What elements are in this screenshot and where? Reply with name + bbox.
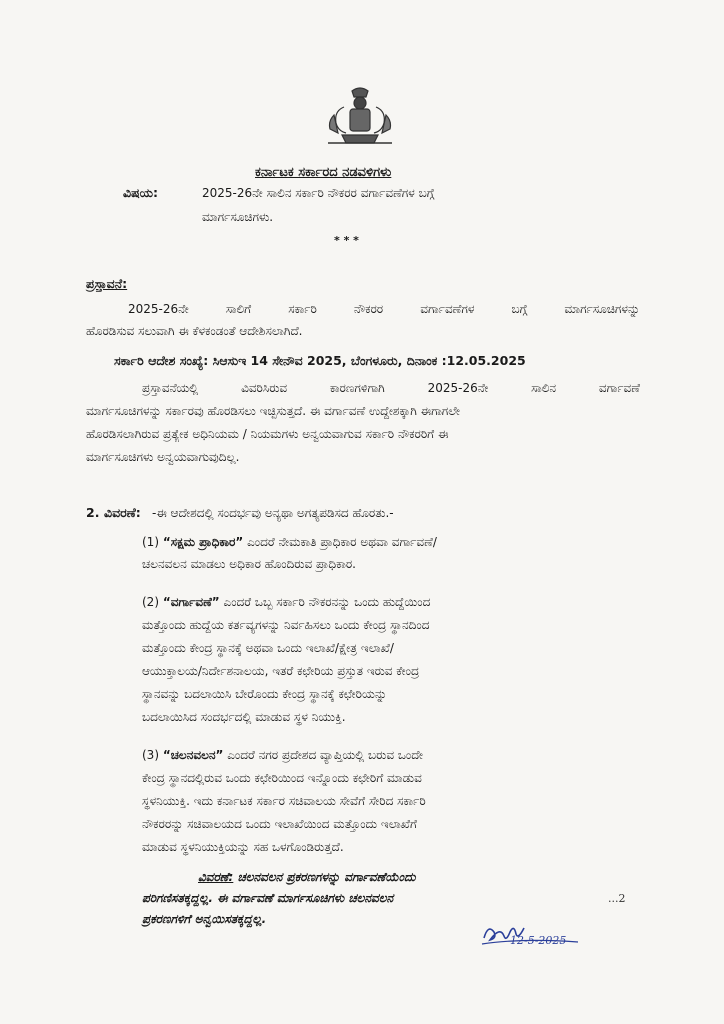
karnataka-emblem-icon (322, 85, 398, 147)
definitions-intro-text: -ಈ ಆದೇಶದಲ್ಲಿ ಸಂದರ್ಭವು ಅನ್ಯಥಾ ಅಗತ್ಯಪಡಿಸದ ಹೊರತು.- (152, 506, 394, 520)
item-1-line-2: ಚಲನವಲನ ಮಾಡಲು ಅಧಿಕಾರ ಹೊಂದಿರುವ ಪ್ರಾಧಿಕಾರ. (142, 557, 356, 571)
preamble-line-2: ಹೊರಡಿಸುವ ಸಲುವಾಗಿ ಈ ಕೆಳಕಂಡಂತೆ ಆದೇಶಿಸಲಾಗಿದೆ. (86, 324, 303, 338)
item-3-line-5: ಮಾಡುವ ಸ್ಥಳನಿಯುಕ್ತಿಯನ್ನು ಸಹ ಒಳಗೊಂಡಿರುತ್ತದೆ. (142, 840, 344, 854)
separator-stars: * * * (334, 234, 359, 247)
item-2-line-1 (142, 595, 430, 610)
item-3-definition: ಎಂದರೆ ನಗರ ಪ್ರದೇಶದ ವ್ಯಾಪ್ತಿಯಲ್ಲಿ ಬರುವ ಒಂದೇ (223, 748, 423, 762)
item-1-line-1 (142, 535, 437, 550)
item-3-line-1 (142, 748, 423, 763)
signature-date: 12-5-2025 (510, 934, 567, 947)
subject-label: ವಿಷಯ: (123, 185, 158, 200)
document-title: ಕರ್ನಾಟಕ ಸರ್ಕಾರದ ನಡವಳಿಗಳು (255, 165, 392, 180)
preamble-line-1: 2025-26ನೇ ಸಾಲಿಗೆ ಸರ್ಕಾರಿ ನೌಕರರ ವರ್ಗಾವಣೆಗಳ ಬಗ್ಗೆ ಮಾರ್ಗಸೂಚಿಗಳನ್ನು (128, 302, 640, 316)
body-line-2: ಮಾರ್ಗಸೂಚಿಗಳನ್ನು ಸರ್ಕಾರವು ಹೊರಡಿಸಲು ಇಚ್ಛಿಸುತ್ತದೆ. ಈ ವರ್ಗಾವಣೆ ಉದ್ದೇಶಕ್ಕಾಗಿ ಈಗಾಗಲೇ (86, 404, 461, 418)
item-3-line-3: ಸ್ಥಳನಿಯುಕ್ತಿ. ಇದು ಕರ್ನಾಟಕ ಸರ್ಕಾರ ಸಚಿವಾಲಯ ಸೇವೆಗೆ ಸೇರಿದ ಸರ್ಕಾರಿ (142, 794, 426, 808)
item-2-line-4: ಆಯುಕ್ತಾಲಯ/ನಿರ್ದೇಶನಾಲಯ, ಇತರೆ ಕಛೇರಿಯ ಪ್ರಸ್ತುತ ಇರುವ ಕೇಂದ್ರ (142, 664, 420, 678)
item-2-line-2: ಮತ್ತೊಂದು ಹುದ್ದೆಯ ಕರ್ತವ್ಯಗಳನ್ನು ನಿರ್ವಹಿಸಲು ಒಂದು ಕೇಂದ್ರ ಸ್ಥಾನದಿಂದ (142, 618, 430, 632)
page-continuation: ...2 (608, 892, 626, 905)
item-1-number: (1) (142, 535, 159, 549)
item-2-number: (2) (142, 595, 159, 609)
subject-line-2: ಮಾರ್ಗಸೂಚಿಗಳು. (202, 210, 274, 224)
subject-line-1: 2025-26ನೇ ಸಾಲಿನ ಸರ್ಕಾರಿ ನೌಕರರ ವರ್ಗಾವಣೆಗಳ ಬಗ್ಗೆ (202, 186, 435, 200)
body-line-4: ಮಾರ್ಗಸೂಚಿಗಳು ಅನ್ವಯವಾಗುವುದಿಲ್ಲ. (86, 450, 240, 464)
item-2-line-5: ಸ್ಥಾನವನ್ನು ಬದಲಾಯಿಸಿ ಬೇರೊಂದು ಕೇಂದ್ರ ಸ್ಥಾನಕ್ಕೆ ಕಛೇರಿಯನ್ನು (142, 687, 387, 701)
body-line-1: ಪ್ರಸ್ತಾವನೆಯಲ್ಲಿ ವಿವರಿಸಿರುವ ಕಾರಣಗಳಿಗಾಗಿ 2025-26ನೇ ಸಾಲಿನ ವರ್ಗಾವಣೆ (142, 381, 640, 395)
item-2-line-3: ಮತ್ತೊಂದು ಕೇಂದ್ರ ಸ್ಥಾನಕ್ಕೆ ಅಥವಾ ಒಂದು ಇಲಾಖೆ/ಕ್ಷೇತ್ರ ಇಲಾಖೆ/ (142, 641, 394, 655)
item-2-term: “ವರ್ಗಾವಣೆ” (162, 595, 220, 609)
definitions-label: ವಿವರಣೆ: (104, 505, 141, 520)
explanation-label: ವಿವರಣೆ: (198, 870, 234, 884)
preamble-heading: ಪ್ರಸ್ತಾವನೆ: (86, 276, 128, 291)
item-3-number: (3) (142, 748, 159, 762)
explanation-text: ಚಲನವಲನ ಪ್ರಕರಣಗಳನ್ನು ವರ್ಗಾವಣೆಯೆಂದು (233, 870, 416, 884)
item-3-term: “ಚಲನವಲನ” (162, 748, 224, 762)
item-2-definition: ಎಂದರೆ ಒಬ್ಬ ಸರ್ಕಾರಿ ನೌಕರನನ್ನು ಒಂದು ಹುದ್ದೆಯಿಂದ (219, 595, 431, 609)
explanation-line-2: ಪರಿಗಣಿಸತಕ್ಕದ್ದಲ್ಲ. ಈ ವರ್ಗಾವಣೆ ಮಾರ್ಗಸೂಚಿಗಳು ಚಲನವಲನ (142, 891, 394, 905)
item-3-line-2: ಕೇಂದ್ರ ಸ್ಥಾನದಲ್ಲಿರುವ ಒಂದು ಕಛೇರಿಯಿಂದ ಇನ್ನೊಂದು ಕಛೇರಿಗೆ ಮಾಡುವ (142, 771, 422, 785)
item-3-line-4: ನೌಕರರನ್ನು ಸಚಿವಾಲಯದ ಒಂದು ಇಲಾಖೆಯಿಂದ ಮತ್ತೊಂದು ಇಲಾಖೆಗೆ (142, 817, 417, 831)
body-line-3: ಹೊರಡಿಸಲಾಗಿರುವ ಪ್ರತ್ಯೇಕ ಅಧಿನಿಯಮ / ನಿಯಮಗಳು ಅನ್ವಯವಾಗುವ ಸರ್ಕಾರಿ ನೌಕರರಿಗೆ ಈ (86, 427, 449, 441)
section-number: 2. (86, 505, 100, 520)
order-number: ಸರ್ಕಾರಿ ಆದೇಶ ಸಂಖ್ಯೆ: ಸಿಆಸುಇ 14 ಸೇನೌವ 2025, ಬೆಂಗಳೂರು, ದಿನಾಂಕ :12.05.2025 (114, 353, 526, 368)
explanation-line-3: ಪ್ರಕರಣಗಳಿಗೆ ಅನ್ವಯಿಸತಕ್ಕದ್ದಲ್ಲ. (142, 912, 267, 926)
item-1-term: “ಸಕ್ಷಮ ಪ್ರಾಧಿಕಾರ” (162, 535, 244, 549)
item-2-line-6: ಬದಲಾಯಿಸಿದ ಸಂದರ್ಭದಲ್ಲಿ ಮಾಡುವ ಸ್ಥಳ ನಿಯುಕ್ತಿ. (142, 710, 346, 724)
item-1-definition: ಎಂದರೆ ನೇಮಕಾತಿ ಪ್ರಾಧಿಕಾರ ಅಥವಾ ವರ್ಗಾವಣೆ/ (243, 535, 437, 549)
explanation-line-1 (198, 870, 416, 885)
